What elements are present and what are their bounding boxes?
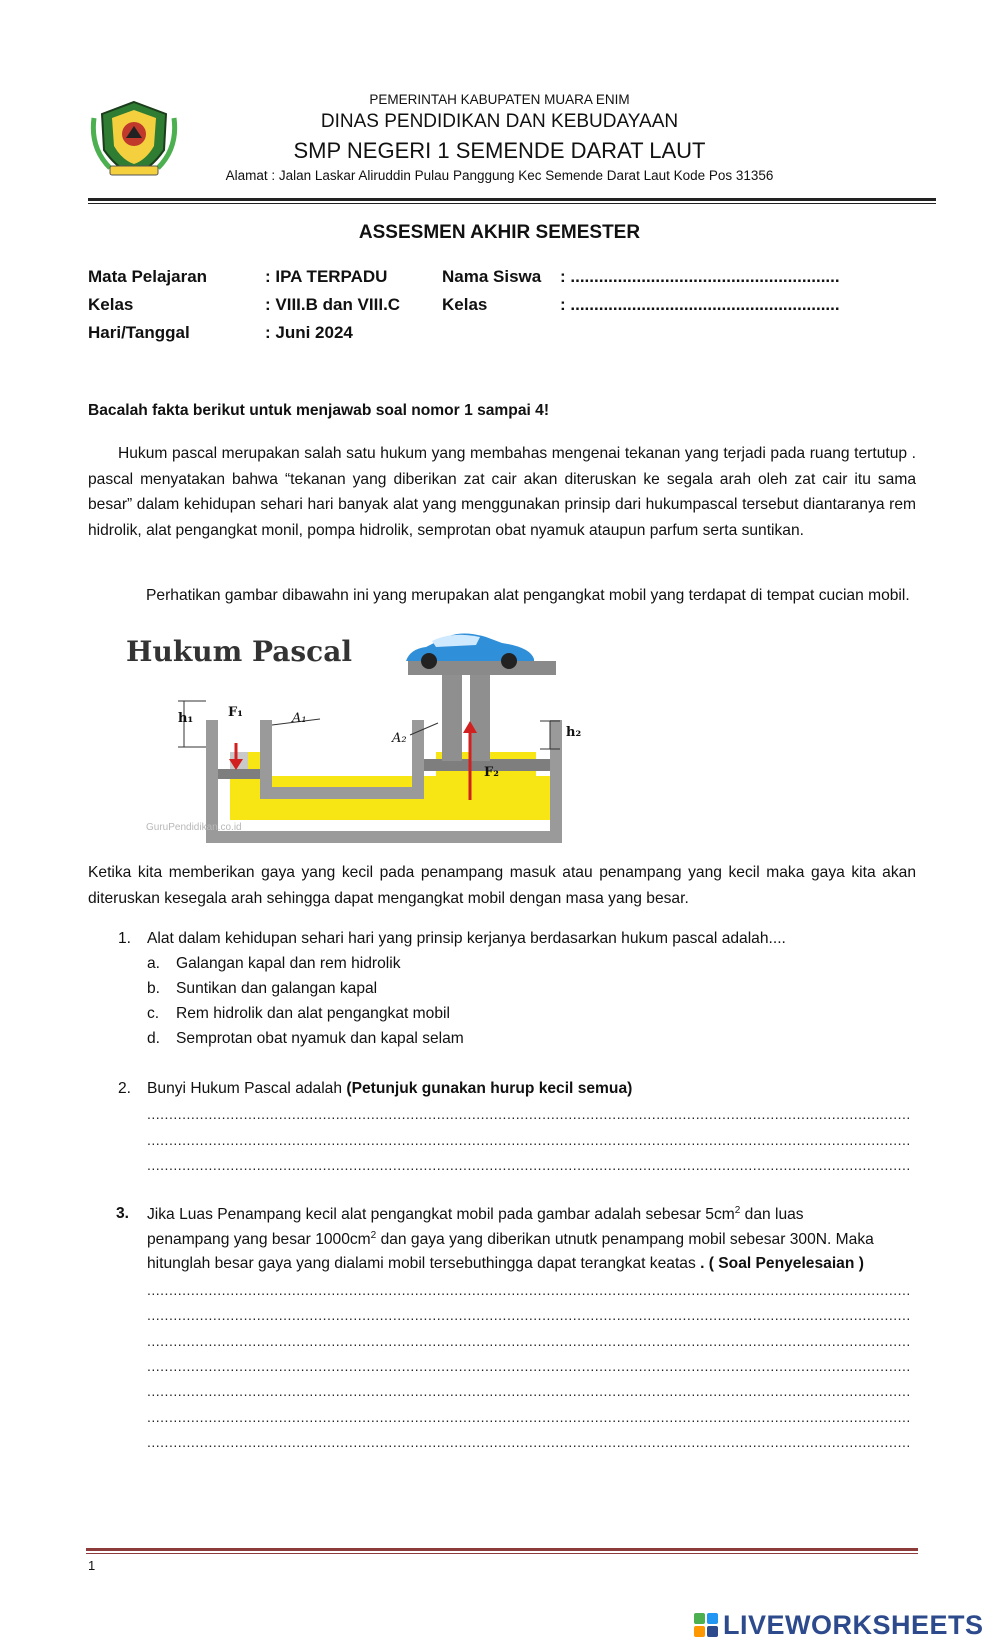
q1-option-d-letter: d. [147, 1030, 161, 1047]
date-label: Hari/Tanggal [88, 323, 190, 342]
figure-watermark: GuruPendidikan.co.id [146, 822, 242, 833]
date-value: : Juni 2024 [265, 323, 353, 342]
label-a2: A₂ [392, 731, 407, 746]
q1-option-a[interactable]: Galangan kapal dan rem hidrolik [176, 955, 401, 972]
q3-line2-a: penampang yang besar 1000cm [147, 1231, 371, 1249]
q1-option-b[interactable]: Suntikan dan galangan kapal [176, 980, 378, 997]
q2-answer-line-2[interactable]: .............................................................................................................................................................................. [147, 1132, 911, 1148]
q3-answer-line-7[interactable]: .............................................................................................................................................................................. [147, 1434, 911, 1450]
q3-line2-b: dan gaya yang diberikan utnutk penampang mobil sebesar 300N. Maka [376, 1231, 874, 1249]
q3-answer-line-1[interactable]: .............................................................................................................................................................................. [147, 1282, 911, 1298]
hydraulic-lift-figure [124, 635, 640, 845]
class-value: : VIII.B dan VIII.C [265, 295, 401, 314]
q2-prompt [147, 1080, 632, 1098]
header-school: SMP NEGERI 1 SEMENDE DARAT LAUT [293, 138, 706, 163]
paragraph-figure-intro-text: Perhatikan gambar dibawahn ini yang merupakan alat pengangkat mobil yang terdapat di tempat cucian mobil. [146, 587, 910, 604]
q3-line-2 [147, 1230, 874, 1249]
q1-option-c[interactable]: Rem hidrolik dan alat pengangkat mobil [176, 1005, 450, 1022]
header-government: PEMERINTAH KABUPATEN MUARA ENIM [369, 92, 630, 107]
header-address: Alamat : Jalan Laskar Aliruddin Pulau Panggung Kec Semende Darat Laut Kode Pos 31356 [225, 168, 774, 183]
instruction: Bacalah fakta berikut untuk menjawab soal nomor 1 sampai 4! [88, 402, 550, 419]
q3-answer-line-4[interactable]: .............................................................................................................................................................................. [147, 1358, 911, 1374]
q2-hint: (Petunjuk gunakan hurup kecil semua) [346, 1080, 633, 1097]
liveworksheets-logo-icon [693, 1612, 719, 1638]
q3-line-3 [147, 1255, 864, 1273]
q1-option-c-letter: c. [147, 1005, 160, 1022]
q2-number: 2. [118, 1080, 132, 1097]
class-label: Kelas [88, 295, 134, 314]
header-rule-thin [88, 203, 936, 204]
subject-value: : IPA TERPADU [265, 267, 388, 286]
q3-line-1 [147, 1205, 915, 1224]
label-f1: F₁ [228, 705, 243, 720]
student-name-label: Nama Siswa [442, 267, 542, 286]
subject-label: Mata Pelajaran [88, 267, 208, 286]
q3-answer-line-2[interactable]: .............................................................................................................................................................................. [147, 1307, 911, 1323]
q3-line2-sup: 2 [370, 1230, 377, 1241]
header-rule-thick [88, 198, 936, 201]
q2-answer-line-3[interactable]: .............................................................................................................................................................................. [147, 1157, 911, 1173]
header-department: DINAS PENDIDIKAN DAN KEBUDAYAAN [320, 111, 679, 132]
q3-line1-a: Jika Luas Penampang kecil alat pengangkat mobil pada gambar adalah sebesar 5cm [147, 1206, 735, 1224]
paragraph-explanation: Ketika kita memberikan gaya yang kecil pada penampang masuk atau penampang yang kecil maka gaya kita akan diteruskan kesegala arah sehingga dapat mengangkat mobil dengan masa yang besar. [88, 864, 916, 907]
footer-rule-thick [86, 1548, 918, 1551]
q3-answer-line-6[interactable]: .............................................................................................................................................................................. [147, 1409, 911, 1425]
small-piston [218, 769, 260, 779]
page-number: 1 [88, 1558, 96, 1573]
q2-answer-line-1[interactable]: .............................................................................................................................................................................. [147, 1106, 911, 1122]
label-a1: A₁ [292, 711, 307, 726]
label-h2: h₂ [566, 725, 582, 740]
q1-option-d[interactable]: Semprotan obat nyamuk dan kapal selam [176, 1030, 464, 1047]
paragraph-pascal-law [88, 441, 916, 543]
liveworksheets-text: LIVEWORKSHEETS [723, 1609, 984, 1640]
q1-option-a-letter: a. [147, 955, 161, 972]
q1-number: 1. [118, 930, 132, 947]
paragraph-pascal-law-text: Hukum pascal merupakan salah satu hukum yang membahas mengenai tekanan yang terjadi pada ruang tertutup . pascal menyatakan bahwa “tekanan yang diberikan zat cair akan diteruskan ke segala arah oleh zat cair itu sama besar” dalam kehidupan sehari hari banyak alat yang menggunakan prinsip dari hukumpascal tersebut diantaranya rem hidrolik, alat pengangkat monil, pompa hidrolik, semprotan obat nyamuk ataupun parfum serta suntikan. [88, 445, 916, 539]
footer-rule-thin [86, 1553, 918, 1554]
q3-line1-text [147, 1205, 804, 1224]
label-h1: h₁ [178, 711, 194, 726]
q3-number: 3. [116, 1205, 130, 1222]
student-class-field[interactable]: : ......................................................... [560, 295, 840, 314]
q1-text: Alat dalam kehidupan sehari hari yang prinsip kerjanya berdasarkan hukum pascal adalah.... [147, 930, 786, 947]
q1-option-b-letter: b. [147, 980, 161, 997]
label-f2: F₂ [484, 765, 499, 780]
student-class-label: Kelas [442, 295, 488, 314]
q3-line3-bold: . ( Soal Penyelesaian ) [700, 1255, 864, 1272]
paragraph-figure-intro [88, 583, 916, 609]
q3-line1-b: dan luas [740, 1206, 804, 1224]
student-name-field[interactable]: : ......................................................... [560, 267, 840, 286]
q3-answer-line-3[interactable]: .............................................................................................................................................................................. [147, 1333, 911, 1349]
q3-line3-text: hitunglah besar gaya yang dialami mobil tersebuthingga dapat terangkat keatas [147, 1255, 701, 1272]
page-title: ASSESMEN AKHIR SEMESTER [358, 222, 641, 243]
q2-text: Bunyi Hukum Pascal adalah [147, 1080, 347, 1097]
q3-answer-line-5[interactable]: .............................................................................................................................................................................. [147, 1383, 911, 1399]
figure-title: Hukum Pascal [126, 635, 352, 668]
liveworksheets-brand[interactable] [693, 1610, 984, 1640]
q3-line1-sup: 2 [734, 1205, 741, 1216]
